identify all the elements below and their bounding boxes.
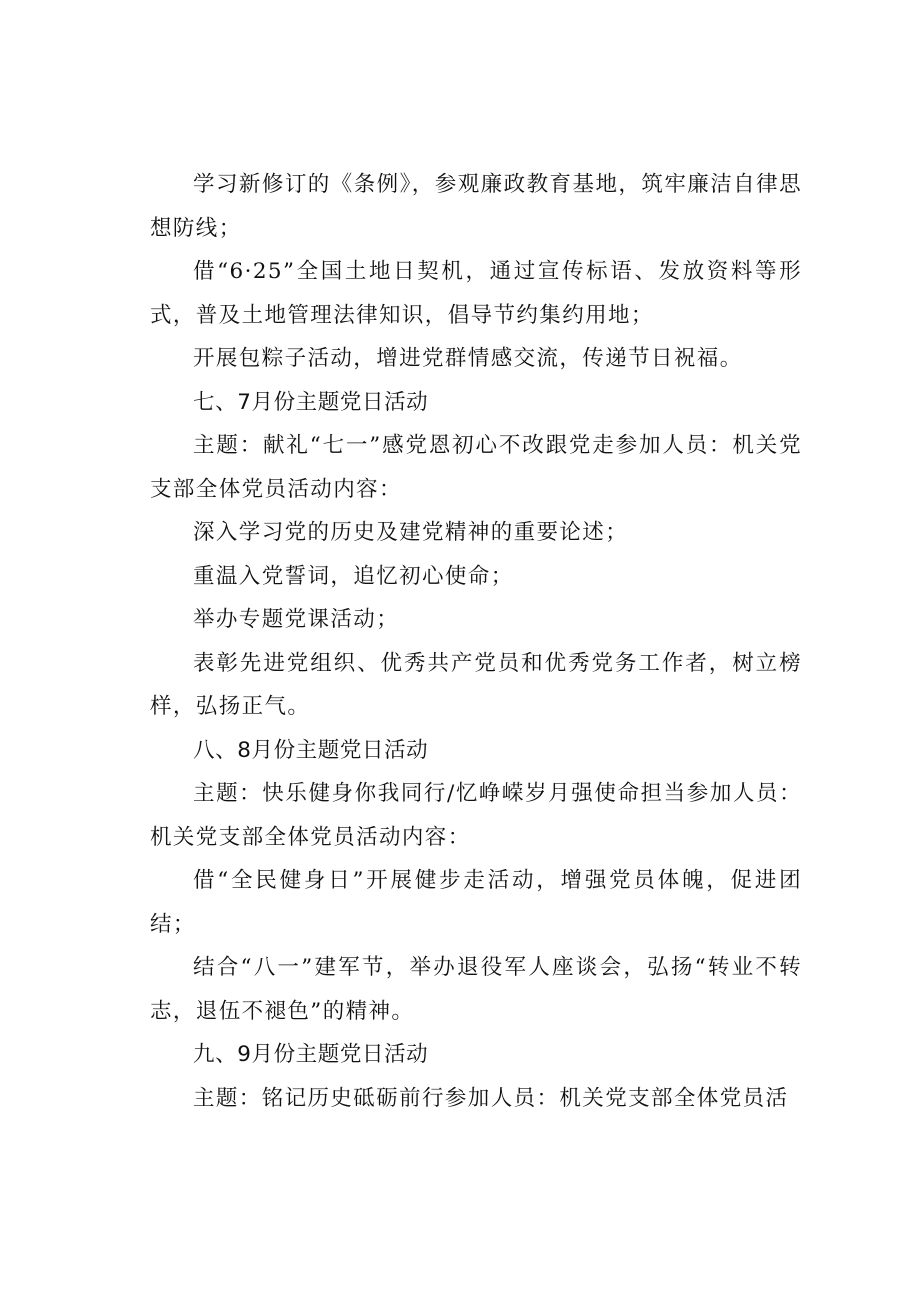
paragraph-july-item-1: 深入学习党的历史及建党精神的重要论述；	[193, 520, 629, 545]
document-body	[150, 163, 802, 1120]
paragraph-july-item-2: 重温入党誓词，追忆初心使命；	[193, 563, 514, 589]
section-heading-july: 七、7月份主题党日活动	[193, 389, 429, 415]
section-heading-august: 八、8月份主题党日活动	[193, 737, 429, 763]
paragraph-august-item-2: 结合“八一”建军节，举办退役军人座谈会，弘扬“转业不转志，退伍不褪色”的精神。	[150, 955, 802, 1024]
paragraph-september-theme: 主题：铭记历史砥砺前行参加人员：机关党支部全体党员活	[193, 1085, 789, 1111]
paragraph-land-day: 借“6·25”全国土地日契机，通过宣传标语、发放资料等形式，普及土地管理法律知识，倡导节约集约用地；	[150, 259, 802, 328]
paragraph-august-theme: 主题：快乐健身你我同行/忆峥嵘岁月强使命担当参加人员：机关党支部全体党员活动内容：	[150, 781, 802, 850]
paragraph-july-theme: 主题：献礼“七一”感党恩初心不改跟党走参加人员：机关党支部全体党员活动内容：	[150, 433, 802, 502]
paragraph-august-item-1: 借“全民健身日”开展健步走活动，增强党员体魄，促进团结；	[150, 868, 802, 937]
paragraph-july-item-4: 表彰先进党组织、优秀共产党员和优秀党务工作者，树立榜样，弘扬正气。	[150, 650, 802, 719]
section-heading-september: 九、9月份主题党日活动	[193, 1042, 429, 1067]
paragraph-study-regulations: 学习新修订的《条例》，参观廉政教育基地，筑牢廉洁自律思想防线；	[150, 172, 802, 241]
paragraph-zongzi-activity: 开展包粽子活动，增进党群情感交流，传递节日祝福。	[193, 346, 743, 371]
paragraph-july-item-3: 举办专题党课活动；	[193, 607, 400, 632]
